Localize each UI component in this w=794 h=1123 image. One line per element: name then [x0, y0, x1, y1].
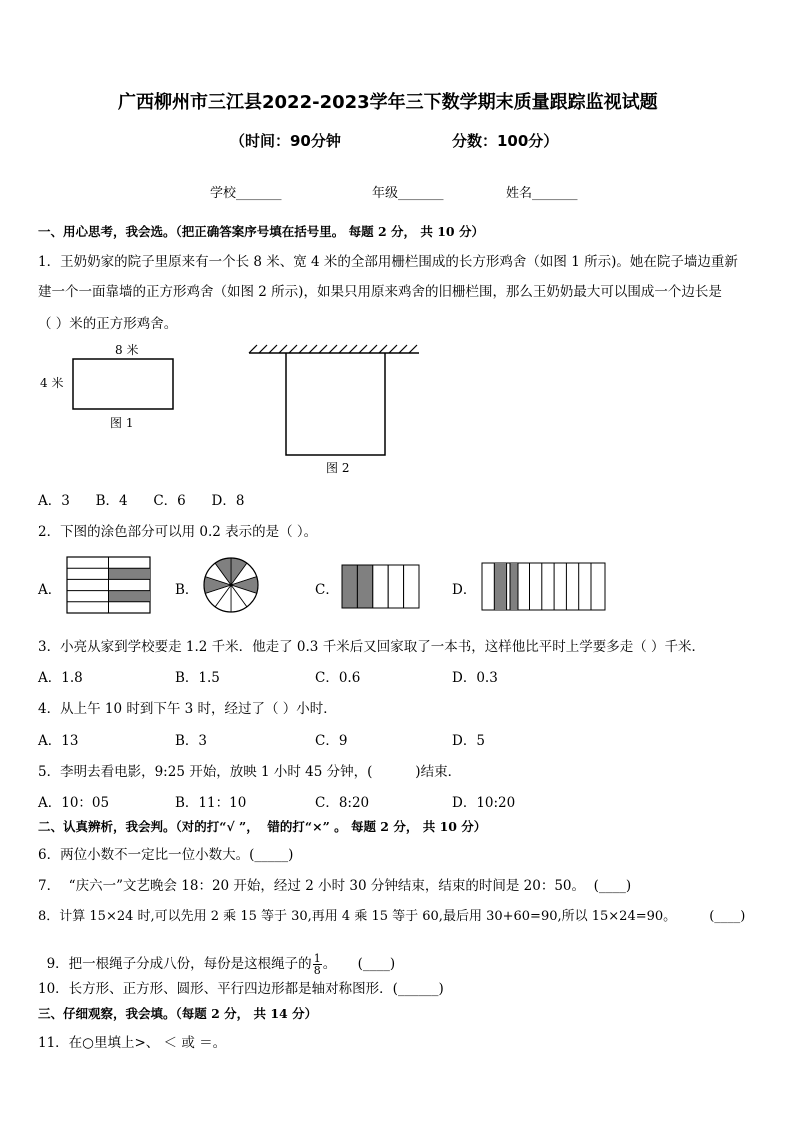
q4-option-a: A．13: [38, 733, 79, 749]
q9-numerator: 1: [313, 952, 321, 965]
q3-option-d: D．0.3: [452, 670, 498, 686]
fig2-square-against-wall: [245, 343, 421, 457]
exam-score: 分数：100分）: [452, 132, 559, 150]
q9-denominator: 8: [313, 964, 321, 977]
q2-option-b-pie: [202, 556, 260, 614]
q9-text-after: 。 (____): [322, 956, 396, 972]
fig1-rectangle: [72, 358, 174, 410]
q1-line2: 建一个一面靠墙的正方形鸡舍（如图 2 所示)，如果只用原来鸡舍的旧栅栏围，那么王奶奶最大可以围成一个边长是: [38, 284, 722, 300]
q9-text-before: 9．把一根绳子分成八份，每份是这根绳子的: [46, 956, 312, 972]
q1-line1: 1．王奶奶家的院子里原来有一个长 8 米、宽 4 米的全部用栅栏围成的长方形鸡舍（如图 1 所示)。她在院子墙边重新: [38, 254, 738, 270]
fig1-width-label: 4 米: [40, 376, 64, 390]
q4-option-c: C．9: [315, 733, 348, 749]
q8: 8．计算 15×24 时,可以先用 2 乘 15 等于 30,再用 4 乘 15 等于 60,最后用 30+60=90,所以 15×24=90。 (____): [38, 909, 746, 924]
q7: 7． “庆六一”文艺晚会 18：20 开始，经过 2 小时 30 分钟结束，结束的时间是 20：50。 (____): [38, 878, 632, 894]
q10: 10．长方形、正方形、圆形、平行四边形都是轴对称图形．(______): [38, 981, 444, 997]
section2-heading: 二、认真辨析，我会判。（对的打“√ ”， 错的打“×” 。 每题 2 分， 共 10 分）: [38, 819, 487, 834]
name-field: 姓名_______: [506, 186, 578, 201]
fig1-caption: 图 1: [110, 416, 134, 430]
q2-option-a-grid: [66, 556, 152, 616]
q2-option-d-label: D．: [452, 582, 477, 598]
q2-option-c-bars: [341, 564, 421, 610]
q9: [38, 936, 395, 976]
q3-stem: 3．小亮从家到学校要走 1.2 千米．他走了 0.3 千米后又回家取了一本书，这样他比平时上学要多走（ ）千米．: [38, 639, 705, 655]
q5-option-b: B．11：10: [175, 795, 247, 811]
q2-stem: 2．下图的涂色部分可以用 0.2 表示的是（ ）。: [38, 524, 318, 540]
q3-option-c: C．0.6: [315, 670, 361, 686]
exam-time: （时间：90分钟: [230, 132, 341, 150]
q5-option-a: A．10：05: [38, 795, 110, 811]
q5-stem: 5．李明去看电影，9:25 开始，放映 1 小时 45 分钟，( )结束．: [38, 764, 462, 780]
q2-option-a-label: A．: [38, 582, 62, 598]
q2-option-b-label: B．: [175, 582, 199, 598]
q1-options: A．3 B．4 C．6 D．8: [38, 493, 245, 509]
section1-heading: 一、用心思考，我会选。（把正确答案序号填在括号里。 每题 2 分， 共 10 分）: [38, 224, 484, 239]
school-field: 学校_______: [210, 186, 282, 201]
q11: 11．在○里填上>、 ＜ 或 ＝。: [38, 1035, 227, 1051]
grade-field: 年级_______: [372, 186, 444, 201]
q9-fraction: [313, 953, 322, 976]
q5-option-d: D．10:20: [452, 795, 516, 811]
q3-option-a: A．1.8: [38, 670, 83, 686]
page-title: 广西柳州市三江县2022-2023学年三下数学期末质量跟踪监视试题: [118, 92, 658, 113]
fig2-caption: 图 2: [326, 461, 350, 475]
q5-option-c: C．8:20: [315, 795, 370, 811]
q4-option-d: D．5: [452, 733, 485, 749]
section3-heading: 三、仔细观察，我会填。（每题 2 分， 共 14 分）: [38, 1006, 318, 1021]
fig1-length-label: 8 米: [115, 343, 139, 357]
q3-option-b: B．1.5: [175, 670, 220, 686]
q4-stem: 4．从上午 10 时到下午 3 时，经过了（ ）小时．: [38, 701, 337, 717]
q6: 6．两位小数不一定比一位小数大。(_____): [38, 847, 294, 863]
q1-line3: （ ）米的正方形鸡舍。: [38, 316, 178, 332]
q4-option-b: B．3: [175, 733, 208, 749]
q2-option-d-bars: [481, 562, 607, 612]
q2-option-c-label: C．: [315, 582, 339, 598]
